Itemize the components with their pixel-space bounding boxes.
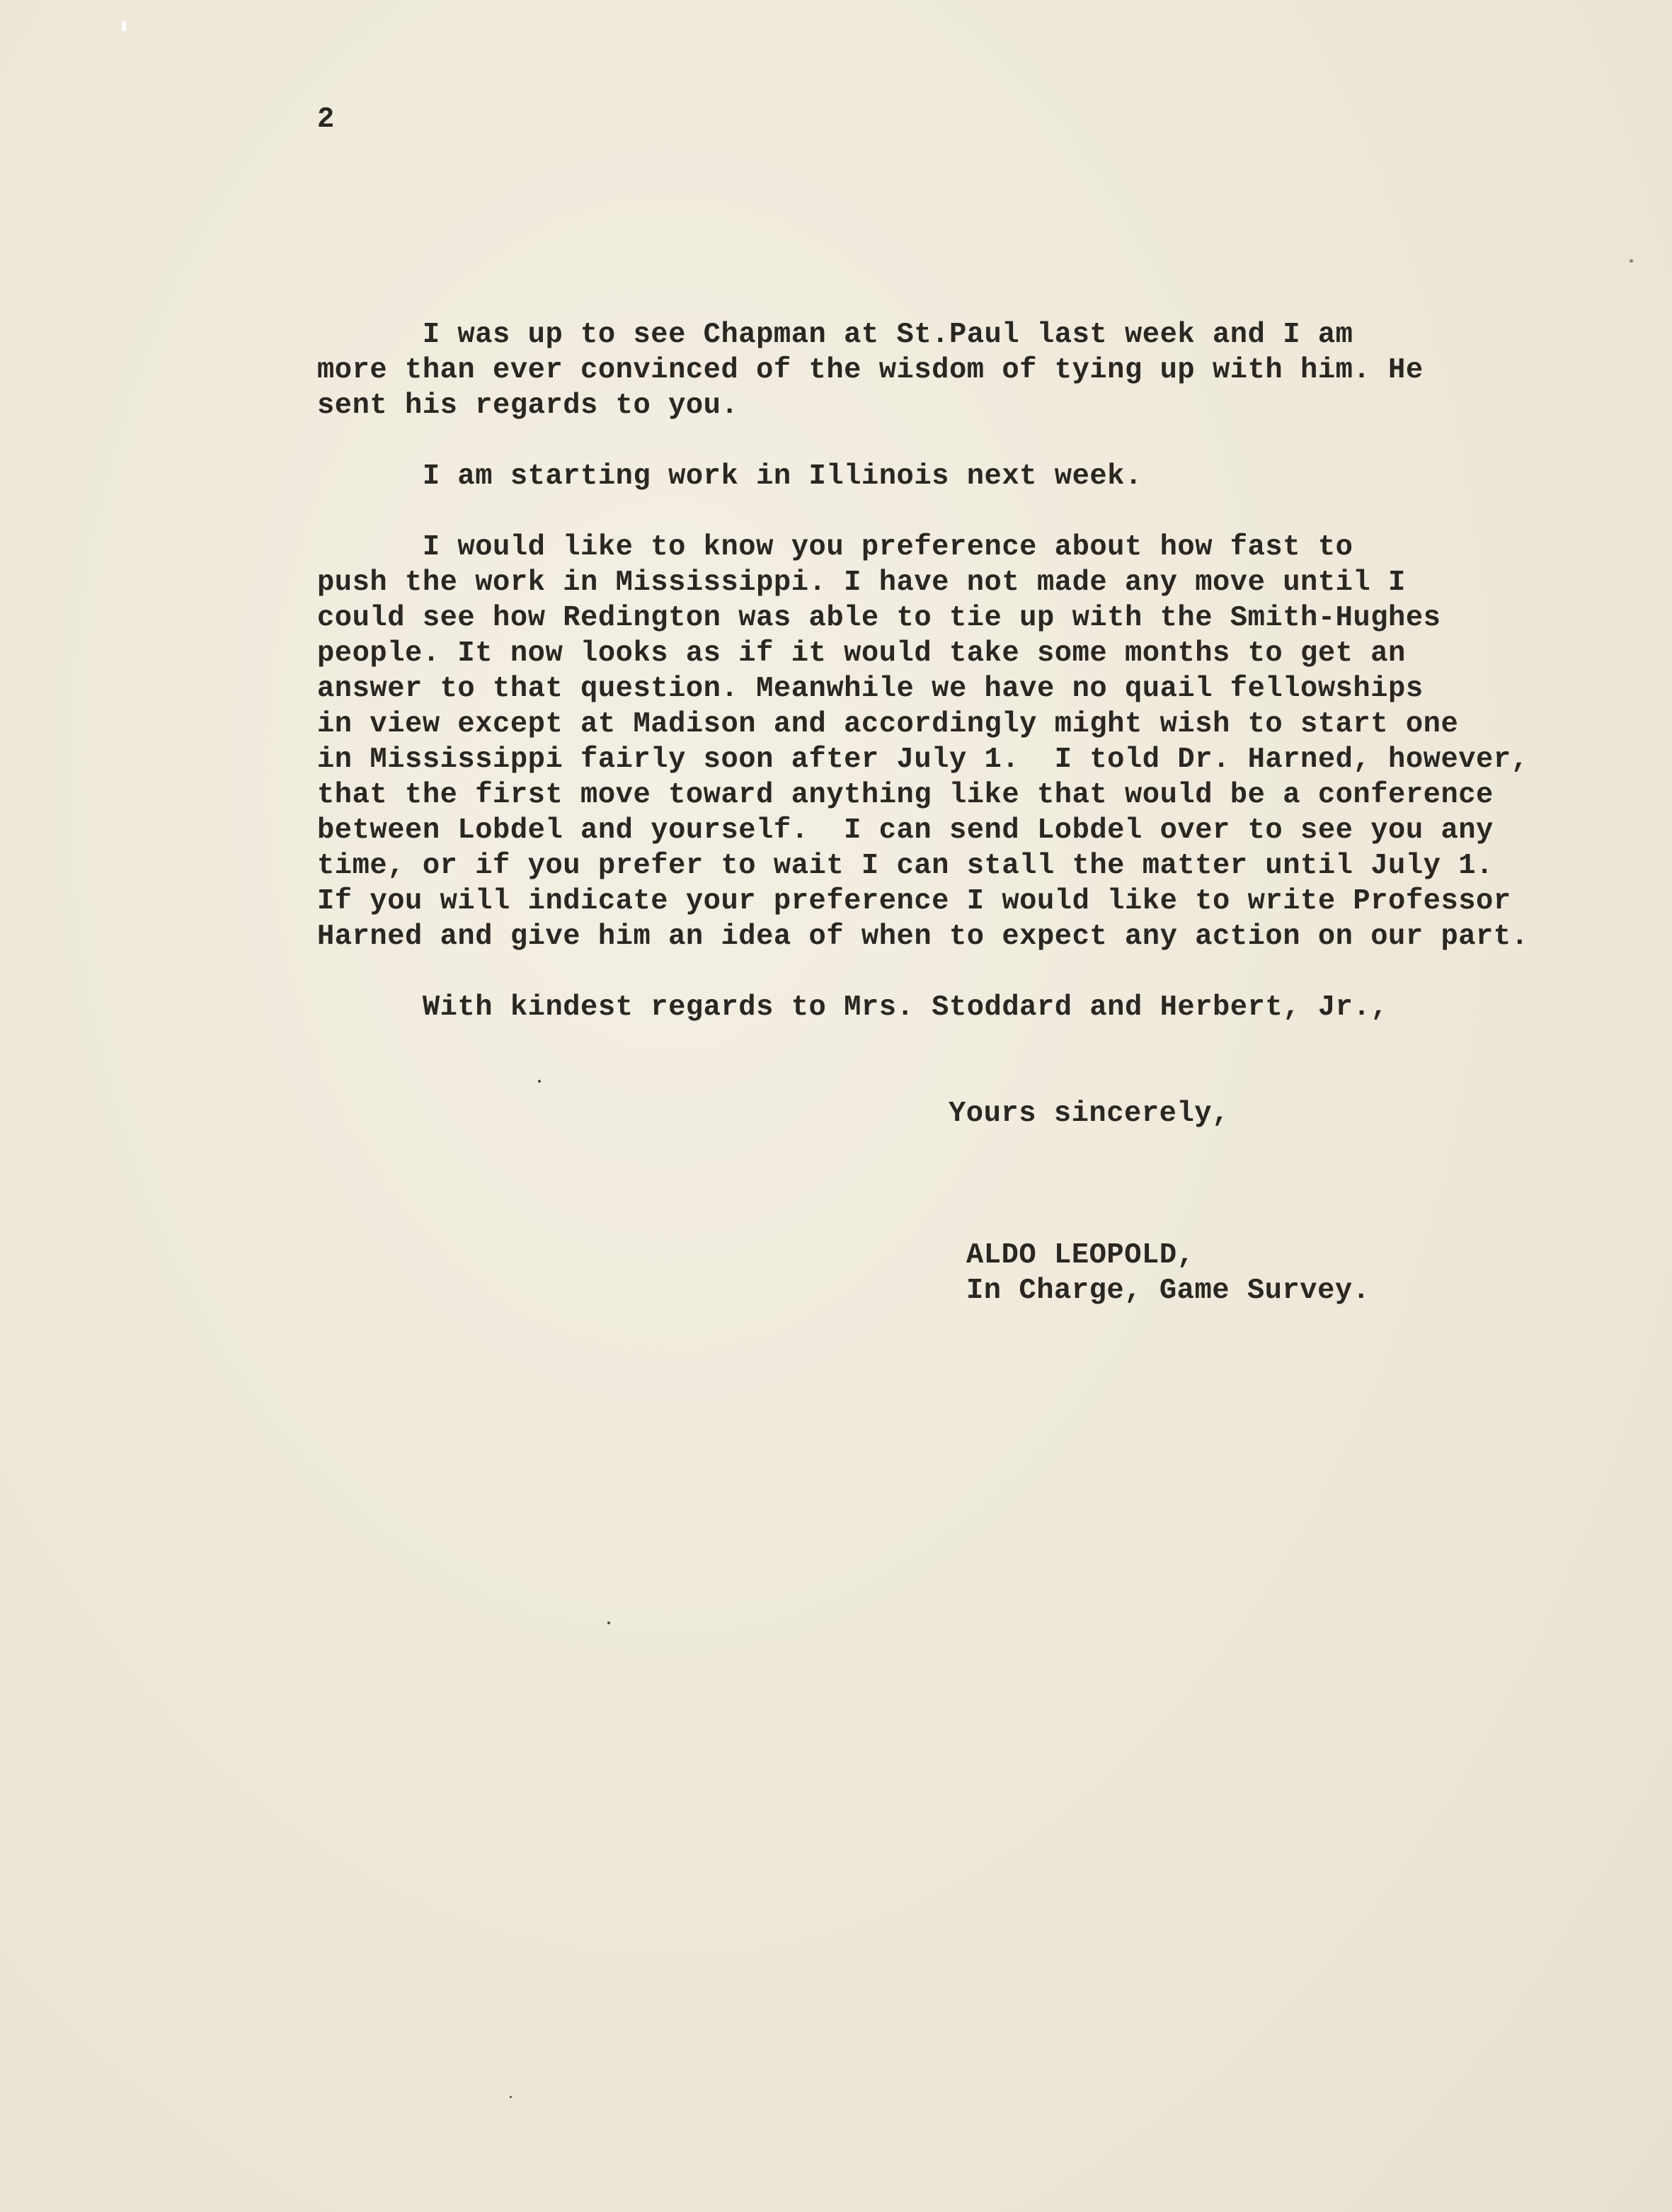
paragraph-line: that the first move toward anything like that would be a conference bbox=[317, 779, 1494, 811]
page-number: 2 bbox=[317, 103, 335, 136]
paragraph-line: With kindest regards to Mrs. Stoddard and Herbert, Jr., bbox=[317, 991, 1389, 1024]
paragraph-line: more than ever convinced of the wisdom of tying up with him. He bbox=[317, 354, 1424, 387]
paragraph-line: If you will indicate your preference I would like to write Professor bbox=[317, 885, 1511, 918]
closing: Yours sincerely, bbox=[949, 1098, 1230, 1130]
paragraph-line: in Mississippi fairly soon after July 1. I told Dr. Harned, however, bbox=[317, 743, 1529, 776]
paper-speck bbox=[607, 1621, 610, 1624]
paragraph-line: people. It now looks as if it would take some months to get an bbox=[317, 637, 1406, 670]
paragraph-line: could see how Redington was able to tie up with the Smith-Hughes bbox=[317, 602, 1441, 634]
paper-speck bbox=[122, 21, 126, 31]
signature-name: ALDO LEOPOLD, bbox=[966, 1239, 1195, 1272]
paragraph-line: in view except at Madison and accordingly might wish to start one bbox=[317, 708, 1459, 741]
paragraph-line: push the work in Mississippi. I have not made any move until I bbox=[317, 566, 1406, 599]
paragraph-line: sent his regards to you. bbox=[317, 389, 739, 422]
paragraph-line: I would like to know you preference about how fast to bbox=[317, 531, 1353, 564]
paper-speck bbox=[1630, 259, 1633, 263]
paragraph-line: I was up to see Chapman at St.Paul last week and I am bbox=[317, 319, 1353, 351]
paragraph-line: answer to that question. Meanwhile we have no quail fellowships bbox=[317, 673, 1424, 705]
signature-title: In Charge, Game Survey. bbox=[966, 1275, 1370, 1307]
paragraph-line: I am starting work in Illinois next week. bbox=[317, 460, 1143, 493]
paper-speck bbox=[538, 1080, 541, 1083]
paper-speck bbox=[510, 2096, 512, 2098]
paragraph-line: Harned and give him an idea of when to expect any action on our part. bbox=[317, 920, 1529, 953]
paragraph-line: between Lobdel and yourself. I can send Lobdel over to see you any bbox=[317, 814, 1494, 847]
paragraph-line: time, or if you prefer to wait I can stall the matter until July 1. bbox=[317, 850, 1494, 882]
